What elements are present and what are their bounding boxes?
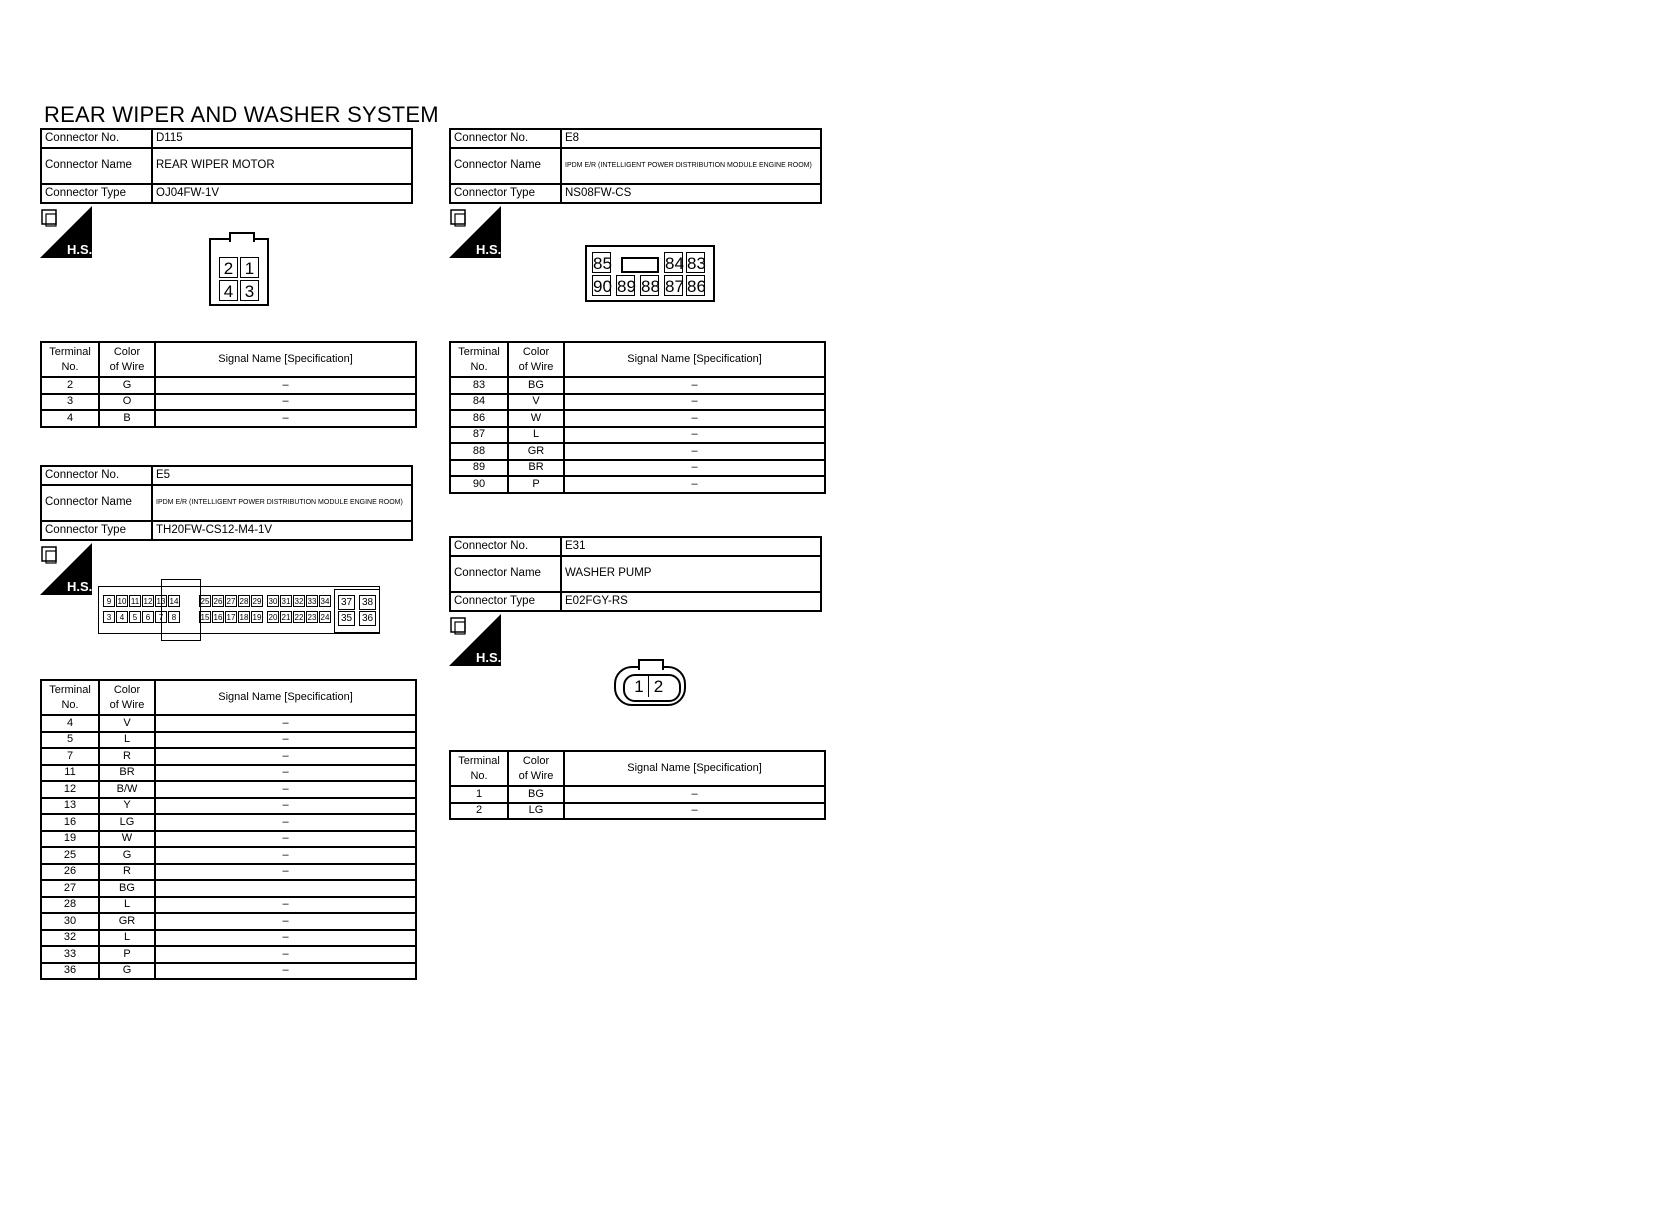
pin: 37 bbox=[338, 595, 355, 610]
pin: 30 bbox=[268, 597, 278, 606]
harness-side-icon bbox=[449, 206, 501, 258]
pin: 32 bbox=[294, 597, 304, 606]
signal-table-e31 bbox=[449, 750, 826, 820]
table-row: 2 LG – bbox=[450, 803, 825, 820]
pin: 85 bbox=[593, 254, 612, 273]
label-connector-type: Connector Type bbox=[450, 592, 561, 611]
hs-label: H.S. bbox=[476, 650, 501, 665]
pin: 86 bbox=[687, 277, 706, 296]
table-row: 32 L – bbox=[41, 930, 416, 947]
pin: 24 bbox=[320, 613, 330, 622]
pin: 20 bbox=[268, 613, 278, 622]
pin: 3 bbox=[103, 611, 115, 623]
table-row: 33 P – bbox=[41, 946, 416, 963]
connector-name: WASHER PUMP bbox=[561, 556, 821, 592]
header-signal: Signal Name [Specification] bbox=[564, 342, 825, 377]
table-row: 13 Y – bbox=[41, 798, 416, 815]
table-row: 86 W – bbox=[450, 410, 825, 427]
pin: 25 bbox=[200, 597, 210, 606]
pin: 89 bbox=[617, 277, 636, 296]
pin: 90 bbox=[593, 277, 612, 296]
hs-label: H.S. bbox=[67, 579, 92, 594]
header-signal: Signal Name [Specification] bbox=[155, 342, 416, 377]
pin: 16 bbox=[213, 613, 223, 622]
connector-info-e5 bbox=[40, 465, 413, 541]
harness-side-icon bbox=[40, 543, 92, 595]
signal-table-e5 bbox=[40, 679, 417, 980]
pin: 4 bbox=[116, 611, 128, 623]
label-connector-name: Connector Name bbox=[450, 556, 561, 592]
pin: 87 bbox=[665, 277, 684, 296]
table-row: 27 BG bbox=[41, 880, 416, 897]
pin: 84 bbox=[665, 254, 684, 273]
table-row: 4 B – bbox=[41, 410, 416, 427]
connector-type: E02FGY-RS bbox=[561, 592, 821, 611]
label-connector-no: Connector No. bbox=[41, 129, 152, 148]
connector-face-d115 bbox=[209, 238, 269, 306]
signal-table-d115 bbox=[40, 341, 417, 428]
label-connector-type: Connector Type bbox=[450, 184, 561, 203]
table-row: 28 L – bbox=[41, 897, 416, 914]
hs-label: H.S. bbox=[67, 242, 92, 257]
harness-side-icon bbox=[40, 206, 92, 258]
pin: 2 bbox=[219, 257, 238, 278]
signal-table-e8 bbox=[449, 341, 826, 494]
pin: 9 bbox=[103, 595, 115, 607]
table-row: 11 BR – bbox=[41, 765, 416, 782]
pin: 34 bbox=[320, 597, 330, 606]
label-connector-name: Connector Name bbox=[41, 148, 152, 184]
pin: 6 bbox=[142, 611, 154, 623]
label-connector-no: Connector No. bbox=[41, 466, 152, 485]
pin: 1 bbox=[630, 676, 649, 697]
pin: 12 bbox=[143, 597, 153, 606]
pin: 83 bbox=[687, 254, 706, 273]
table-row: 1 BG – bbox=[450, 786, 825, 803]
header-color: Color of Wire bbox=[508, 751, 564, 786]
table-row: 30 GR – bbox=[41, 913, 416, 930]
table-row: 19 W – bbox=[41, 831, 416, 848]
connector-type: OJ04FW-1V bbox=[152, 184, 412, 203]
pin: 22 bbox=[294, 613, 304, 622]
header-color: Color of Wire bbox=[508, 342, 564, 377]
connector-name: REAR WIPER MOTOR bbox=[152, 148, 412, 184]
label-connector-no: Connector No. bbox=[450, 129, 561, 148]
label-connector-name: Connector Name bbox=[450, 148, 561, 184]
connector-name: IPDM E/R (INTELLIGENT POWER DISTRIBUTION MODULE ENGINE ROOM) bbox=[152, 485, 412, 521]
pin: 26 bbox=[213, 597, 223, 606]
table-row: 2 G – bbox=[41, 377, 416, 394]
pin: 27 bbox=[226, 597, 236, 606]
page-title: REAR WIPER AND WASHER SYSTEM bbox=[44, 102, 439, 127]
connector-info-e31 bbox=[449, 536, 822, 612]
pin: 7 bbox=[155, 611, 167, 623]
connector-no: D115 bbox=[152, 129, 412, 148]
connector-type: TH20FW-CS12-M4-1V bbox=[152, 521, 412, 540]
pin: 23 bbox=[307, 613, 317, 622]
pin: 17 bbox=[226, 613, 236, 622]
header-terminal: Terminal No. bbox=[41, 680, 99, 715]
pin: 38 bbox=[359, 595, 376, 610]
header-terminal: Terminal No. bbox=[450, 751, 508, 786]
harness-side-icon bbox=[449, 614, 501, 666]
pin: 35 bbox=[338, 611, 355, 626]
header-signal: Signal Name [Specification] bbox=[155, 680, 416, 715]
table-row: 83 BG – bbox=[450, 377, 825, 394]
pin: 4 bbox=[219, 280, 238, 301]
connector-type: NS08FW-CS bbox=[561, 184, 821, 203]
connector-info-d115 bbox=[40, 128, 413, 204]
table-row: 16 LG – bbox=[41, 814, 416, 831]
table-row: 4 V – bbox=[41, 715, 416, 732]
table-row: 87 L – bbox=[450, 427, 825, 444]
connector-face-e8 bbox=[585, 245, 715, 302]
header-terminal: Terminal No. bbox=[41, 342, 99, 377]
header-signal: Signal Name [Specification] bbox=[564, 751, 825, 786]
header-color: Color of Wire bbox=[99, 680, 155, 715]
connector-latch bbox=[621, 257, 659, 273]
label-connector-no: Connector No. bbox=[450, 537, 561, 556]
connector-no: E31 bbox=[561, 537, 821, 556]
table-row: 25 G – bbox=[41, 847, 416, 864]
pin: 19 bbox=[252, 613, 262, 622]
table-row: 84 V – bbox=[450, 394, 825, 411]
connector-info-e8 bbox=[449, 128, 822, 204]
label-connector-type: Connector Type bbox=[41, 521, 152, 540]
table-row: 26 R – bbox=[41, 864, 416, 881]
table-row: 7 R – bbox=[41, 748, 416, 765]
pin: 28 bbox=[239, 597, 249, 606]
connector-name: IPDM E/R (INTELLIGENT POWER DISTRIBUTION MODULE ENGINE ROOM) bbox=[561, 148, 821, 184]
table-row: 88 GR – bbox=[450, 443, 825, 460]
pin: 88 bbox=[641, 277, 660, 296]
table-row: 36 G – bbox=[41, 963, 416, 980]
header-color: Color of Wire bbox=[99, 342, 155, 377]
table-row: 3 O – bbox=[41, 394, 416, 411]
table-row: 89 BR – bbox=[450, 460, 825, 477]
pin: 15 bbox=[200, 613, 210, 622]
connector-face-e31 bbox=[614, 666, 686, 706]
connector-no: E5 bbox=[152, 466, 412, 485]
pin: 21 bbox=[281, 613, 291, 622]
pin: 31 bbox=[281, 597, 291, 606]
table-row: 12 B/W – bbox=[41, 781, 416, 798]
hs-label: H.S. bbox=[476, 242, 501, 257]
table-row: 90 P – bbox=[450, 476, 825, 493]
pin: 1 bbox=[240, 257, 259, 278]
connector-face-e5 bbox=[98, 586, 380, 634]
connector-no: E8 bbox=[561, 129, 821, 148]
pin: 33 bbox=[307, 597, 317, 606]
header-terminal: Terminal No. bbox=[450, 342, 508, 377]
pin: 2 bbox=[653, 677, 664, 696]
pin: 5 bbox=[129, 611, 141, 623]
label-connector-type: Connector Type bbox=[41, 184, 152, 203]
pin: 11 bbox=[130, 597, 140, 606]
pin: 8 bbox=[168, 611, 180, 623]
pin: 13 bbox=[156, 597, 166, 606]
pin: 14 bbox=[169, 597, 179, 606]
label-connector-name: Connector Name bbox=[41, 485, 152, 521]
pin: 10 bbox=[117, 597, 127, 606]
pin: 29 bbox=[252, 597, 262, 606]
pin: 3 bbox=[240, 280, 259, 301]
table-row: 5 L – bbox=[41, 732, 416, 749]
pin: 18 bbox=[239, 613, 249, 622]
pin: 36 bbox=[359, 611, 376, 626]
